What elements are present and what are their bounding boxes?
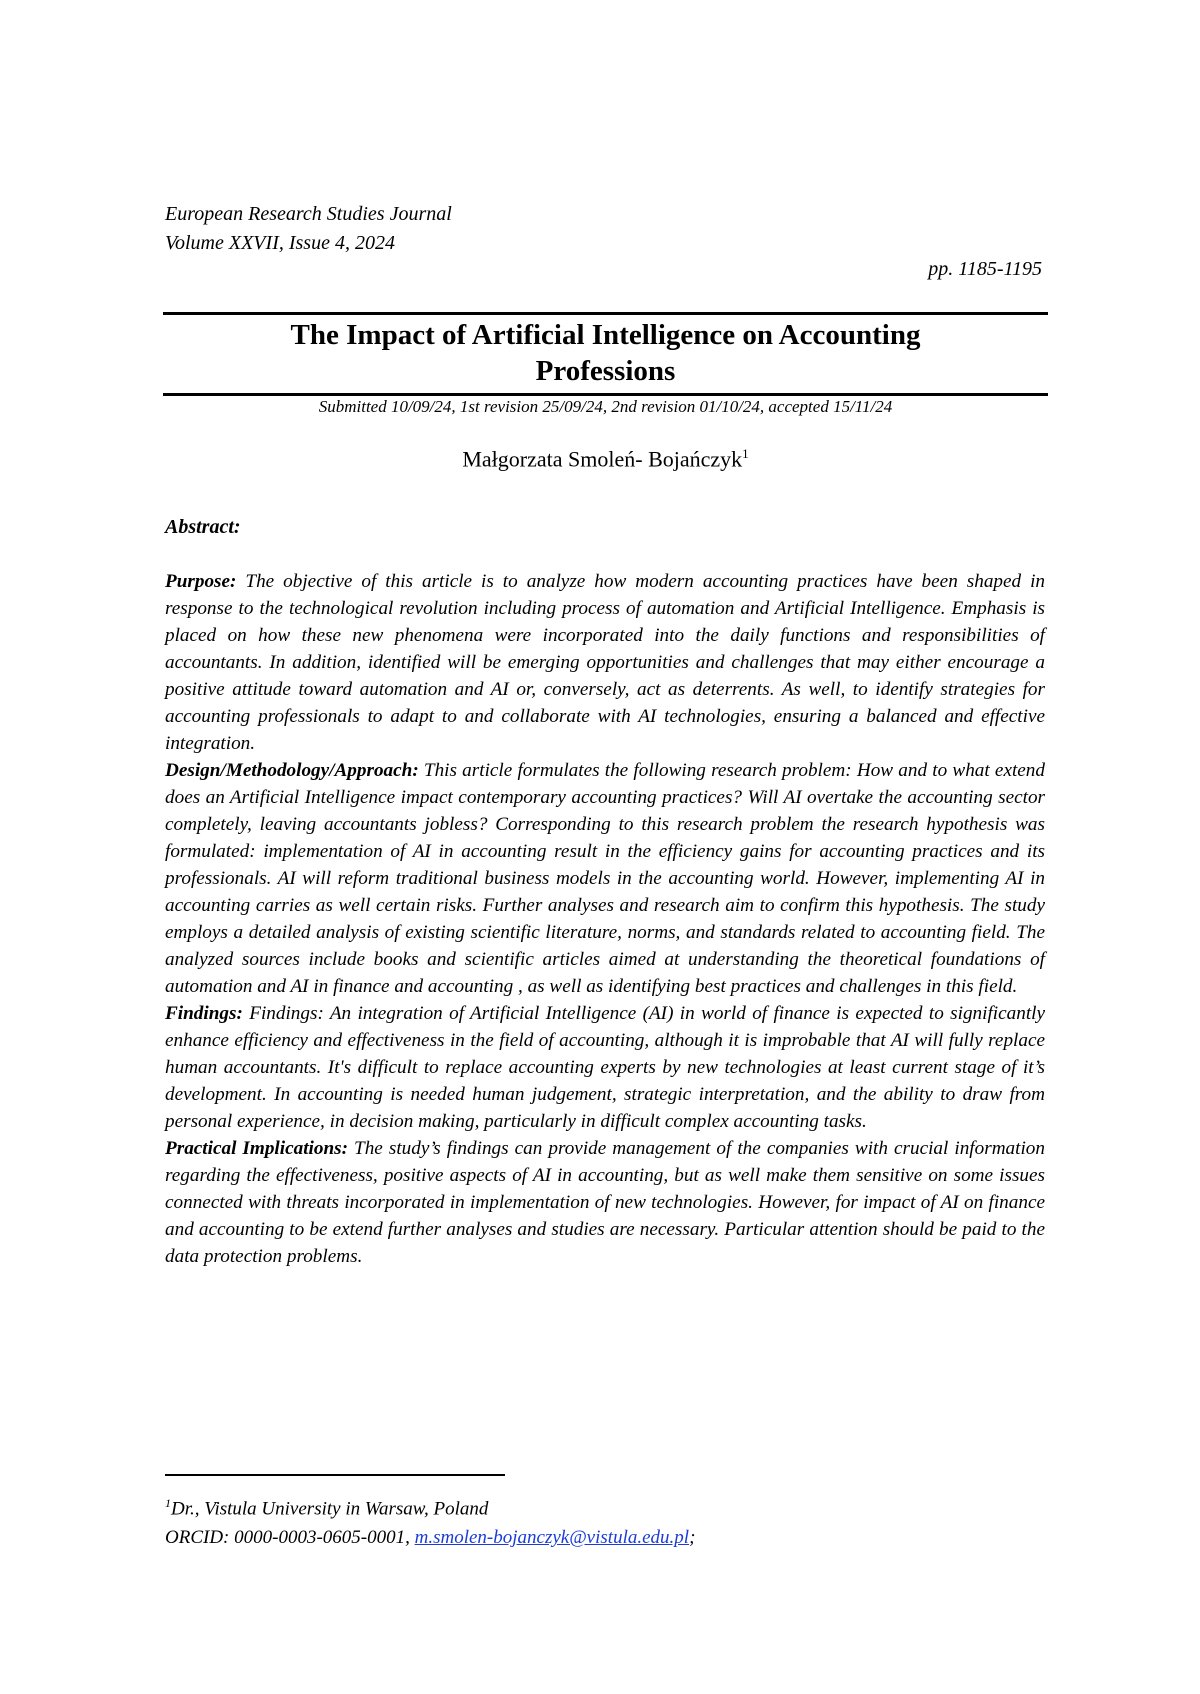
title-line-1: The Impact of Artificial Intelligence on Accounting: [290, 319, 921, 351]
abstract-heading: Abstract:: [165, 516, 241, 538]
submission-dates: Submitted 10/09/24, 1st revision 25/09/24, 2nd revision 01/10/24, accepted 15/11/24: [318, 397, 893, 416]
footnote-separator: [165, 1474, 505, 1476]
footnote-suffix: ;: [689, 1527, 696, 1549]
author-line: [163, 446, 1048, 472]
findings-paragraph: [165, 1000, 1045, 1135]
design-text: This article formulates the following research problem: How and to what extend does an Artificial Intelligence impact contemporary accounting practices? Will AI overtake the accounting sector completely, leaving accountants jobless? Corresponding to this research problem the research hypothesis was formulated: implementation of AI in accounting result in the efficiency gains for accounting practices and its professionals. AI will reform traditional business models in the accounting world. However, implementing AI in accounting carries as well certain risks. Further analyses and research aim to confirm this hypothesis. The study employs a detailed analysis of existing scientific literature, norms, and standards related to accounting field. The analyzed sources include books and scientific articles aimed at understanding the theoretical foundations of automation and AI in finance and accounting , as well as identifying best practices and challenges in this field.: [165, 760, 1045, 997]
author-name: Małgorzata Smoleń- Bojańczyk: [462, 446, 743, 472]
paper-title: [163, 317, 1048, 389]
abstract-body: [165, 568, 1045, 1270]
footnote-mark: 1: [165, 1496, 171, 1510]
design-label: Design/Methodology/Approach:: [165, 760, 419, 781]
purpose-label: Purpose:: [165, 571, 237, 592]
journal-name: European Research Studies Journal: [165, 203, 452, 225]
findings-text: Findings: An integration of Artificial Intelligence (AI) in world of finance is expected to significantly enhance efficiency and effectiveness in the field of accounting, although it is improbable that AI will fully replace human accountants. It's difficult to replace accounting experts by new technologies at least current stage of it’s development. In accounting is needed human judgement, strategic interpretation, and the ability to draw from personal experience, in decision making, particularly in difficult complex accounting tasks.: [165, 1003, 1046, 1132]
design-paragraph: [165, 757, 1045, 1000]
purpose-paragraph: [165, 568, 1045, 757]
email-link[interactable]: m.smolen-bojanczyk@vistula.edu.pl: [414, 1527, 690, 1549]
author-footnote-mark: 1: [742, 446, 749, 461]
orcid-text: ORCID: 0000-0003-0605-0001,: [165, 1527, 415, 1549]
title-rule-top: [163, 312, 1048, 315]
title-rule-bottom: [163, 393, 1048, 396]
footnote-orcid-line: [165, 1523, 695, 1552]
findings-label: Findings:: [165, 1003, 243, 1024]
footnote-affiliation: Dr., Vistula University in Warsaw, Poland: [171, 1498, 489, 1520]
page-range: pp. 1185-1195: [928, 258, 1042, 280]
title-line-2: Professions: [535, 355, 676, 387]
practical-paragraph: [165, 1135, 1045, 1270]
journal-header: [165, 200, 452, 258]
practical-label: Practical Implications:: [165, 1138, 348, 1159]
purpose-text: The objective of this article is to analyze how modern accounting practices have been shaped in response to the technological revolution including process of automation and Artificial Intelligence. Emphasis is placed on how these new phenomena were incorporated into the daily functions and responsibilities of accountants. In addition, identified will be emerging opportunities and challenges that may either encourage a positive attitude toward automation and AI or, conversely, act as deterrents. As well, to identify strategies for accounting professionals to adapt to and collaborate with AI technologies, ensuring a balanced and effective integration.: [165, 571, 1046, 754]
journal-volume: Volume XXVII, Issue 4, 2024: [165, 232, 395, 254]
footnote: [165, 1489, 695, 1552]
practical-text: The study’s findings can provide management of the companies with crucial information regarding the effectiveness, positive aspects of AI in accounting, but as well make them sensitive on some issues connected with threats incorporated in implementation of new technologies. However, for impact of AI on finance and accounting to be extend further analyses and studies are necessary. Particular attention should be paid to the data protection problems.: [165, 1138, 1045, 1267]
footnote-affiliation-line: [165, 1489, 695, 1523]
